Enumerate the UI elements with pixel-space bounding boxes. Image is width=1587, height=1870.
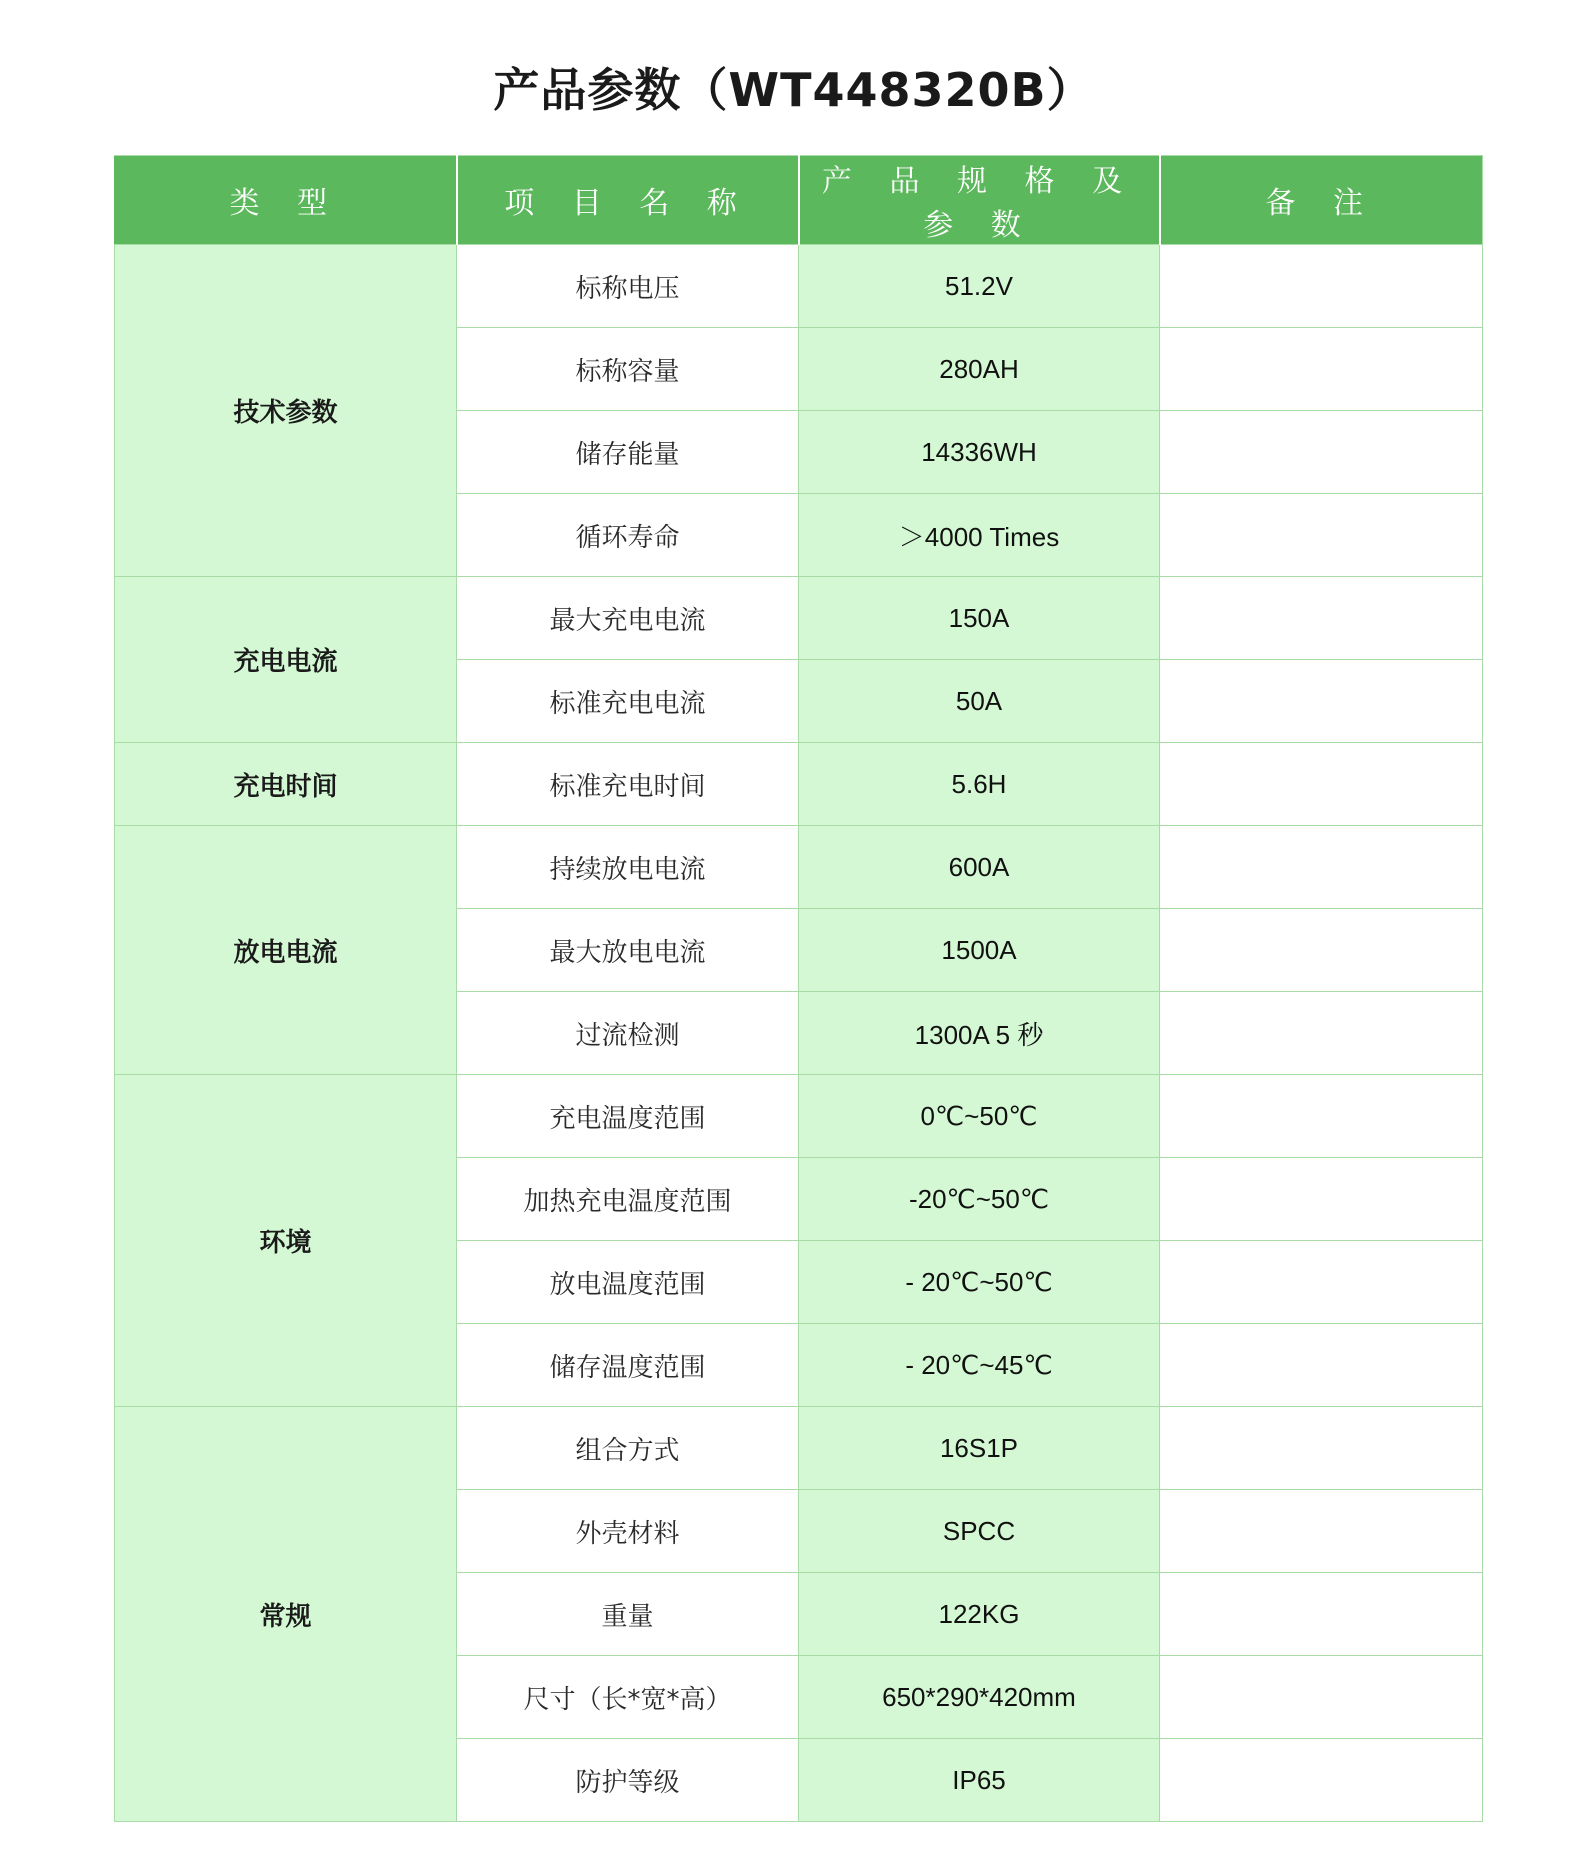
item-cell: 标称容量 [457, 328, 799, 411]
spec-cell: 600A [799, 826, 1160, 909]
header-spec: 产 品 规 格 及 参 数 [799, 156, 1160, 245]
note-cell [1160, 1739, 1483, 1822]
category-cell: 充电时间 [115, 743, 457, 826]
spec-cell: 150A [799, 577, 1160, 660]
note-cell [1160, 1241, 1483, 1324]
item-cell: 标准充电时间 [457, 743, 799, 826]
spec-cell: ＞4000 Times [799, 494, 1160, 577]
category-cell: 常规 [115, 1407, 457, 1822]
item-cell: 外壳材料 [457, 1490, 799, 1573]
item-cell: 持续放电电流 [457, 826, 799, 909]
note-cell [1160, 1075, 1483, 1158]
category-cell: 环境 [115, 1075, 457, 1407]
product-spec-table [114, 155, 1483, 1822]
item-cell: 放电温度范围 [457, 1241, 799, 1324]
category-cell: 技术参数 [115, 245, 457, 577]
spec-cell: - 20℃~45℃ [799, 1324, 1160, 1407]
category-cell: 充电电流 [115, 577, 457, 743]
note-cell [1160, 743, 1483, 826]
spec-cell: 1300A 5 秒 [799, 992, 1160, 1075]
note-cell [1160, 826, 1483, 909]
note-cell [1160, 1573, 1483, 1656]
spec-cell: 280AH [799, 328, 1160, 411]
note-cell [1160, 1407, 1483, 1490]
table-row [115, 826, 1483, 909]
table-row [115, 577, 1483, 660]
table-header-row [115, 156, 1483, 245]
spec-cell: - 20℃~50℃ [799, 1241, 1160, 1324]
note-cell [1160, 660, 1483, 743]
item-cell: 储存温度范围 [457, 1324, 799, 1407]
category-cell: 放电电流 [115, 826, 457, 1075]
spec-cell: 122KG [799, 1573, 1160, 1656]
spec-cell: 0℃~50℃ [799, 1075, 1160, 1158]
table-row [115, 1407, 1483, 1490]
spec-cell: IP65 [799, 1739, 1160, 1822]
note-cell [1160, 1656, 1483, 1739]
note-cell [1160, 245, 1483, 328]
spec-cell: 1500A [799, 909, 1160, 992]
spec-cell: 51.2V [799, 245, 1160, 328]
spec-cell: -20℃~50℃ [799, 1158, 1160, 1241]
item-cell: 组合方式 [457, 1407, 799, 1490]
note-cell [1160, 577, 1483, 660]
header-type: 类 型 [115, 156, 457, 245]
note-cell [1160, 1158, 1483, 1241]
note-cell [1160, 909, 1483, 992]
note-cell [1160, 411, 1483, 494]
item-cell: 防护等级 [457, 1739, 799, 1822]
item-cell: 标准充电电流 [457, 660, 799, 743]
note-cell [1160, 1490, 1483, 1573]
spec-cell: 5.6H [799, 743, 1160, 826]
spec-cell: 50A [799, 660, 1160, 743]
item-cell: 循环寿命 [457, 494, 799, 577]
item-cell: 标称电压 [457, 245, 799, 328]
item-cell: 重量 [457, 1573, 799, 1656]
note-cell [1160, 494, 1483, 577]
item-cell: 充电温度范围 [457, 1075, 799, 1158]
note-cell [1160, 328, 1483, 411]
table-row [115, 245, 1483, 328]
spec-cell: SPCC [799, 1490, 1160, 1573]
spec-cell: 650*290*420mm [799, 1656, 1160, 1739]
spec-cell: 16S1P [799, 1407, 1160, 1490]
item-cell: 最大放电电流 [457, 909, 799, 992]
spec-cell: 14336WH [799, 411, 1160, 494]
page-title: 产品参数（WT448320B） [493, 63, 1094, 117]
note-cell [1160, 1324, 1483, 1407]
table-row [115, 743, 1483, 826]
item-cell: 尺寸（长*宽*高） [457, 1656, 799, 1739]
table-row [115, 1075, 1483, 1158]
header-item-name: 项 目 名 称 [457, 156, 799, 245]
item-cell: 储存能量 [457, 411, 799, 494]
item-cell: 过流检测 [457, 992, 799, 1075]
item-cell: 加热充电温度范围 [457, 1158, 799, 1241]
item-cell: 最大充电电流 [457, 577, 799, 660]
header-note: 备 注 [1160, 156, 1483, 245]
note-cell [1160, 992, 1483, 1075]
